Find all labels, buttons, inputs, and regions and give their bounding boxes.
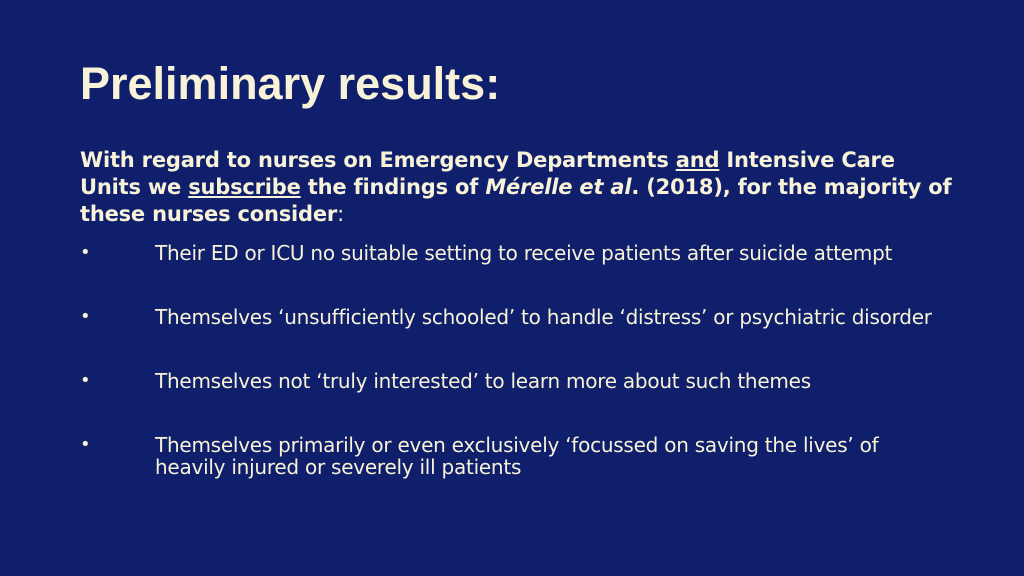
- intro-text-part-2: Intensive Care Units we: [80, 148, 895, 199]
- list-item: [80, 242, 960, 264]
- finding-list: [80, 242, 960, 478]
- bullet-icon: •: [80, 370, 91, 391]
- intro-text-part-4: . (2018), for the majority of these nurses consider: [80, 175, 952, 226]
- list-item-text: Themselves not ‘truly interested’ to learn more about such themes: [155, 369, 811, 393]
- bullet-icon: •: [80, 434, 91, 455]
- intro-underlined-subscribe: subscribe: [188, 175, 301, 199]
- list-item-text: Their ED or ICU no suitable setting to receive patients after suicide attempt: [155, 241, 893, 265]
- list-item: [80, 434, 960, 478]
- bullet-icon: •: [80, 242, 91, 263]
- list-item: [80, 370, 960, 392]
- intro-text-part-3: the findings of: [300, 175, 486, 199]
- list-item-text: Themselves ‘unsufficiently schooled’ to handle ‘distress’ or psychiatric disorder: [155, 305, 932, 329]
- bullet-icon: •: [80, 306, 91, 327]
- slide-title: Preliminary results:: [80, 58, 501, 110]
- list-item: [80, 306, 960, 328]
- list-item-text: Themselves primarily or even exclusively ‘focussed on saving the lives’ of heavily injured or severely ill patients: [155, 433, 879, 479]
- intro-text-part-1: With regard to nurses on Emergency Departments: [80, 148, 676, 172]
- intro-author-citation: Mérelle et al: [485, 175, 632, 199]
- intro-paragraph: [80, 147, 960, 228]
- intro-underlined-and: and: [675, 148, 720, 172]
- intro-colon: :: [337, 202, 344, 226]
